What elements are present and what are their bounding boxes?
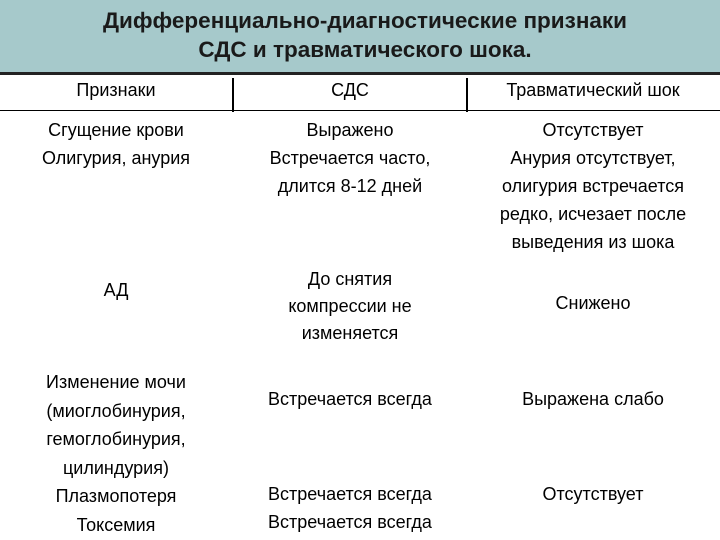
cell-line: АД — [103, 280, 129, 300]
cell-line: Встречается всегда — [268, 389, 432, 409]
cell-line: До снятия — [307, 269, 393, 289]
cell-line: Отсутствует — [542, 484, 644, 504]
cell-line: Изменение мочи — [46, 372, 186, 392]
cell-line: Сгущение крови — [48, 120, 184, 140]
slide-title-line: Дифференциально-диагностические признаки — [102, 8, 628, 33]
cell-line: Олигурия, анурия — [41, 148, 191, 168]
cell-line: выведения из шока — [511, 232, 675, 252]
table-cell — [0, 276, 232, 304]
table-cell — [468, 289, 718, 317]
cell-line: (миоглобинурия, — [46, 400, 186, 421]
slide-title-line: СДС и травматического шока. — [198, 37, 532, 62]
column-header-traumatic-shock: Травматический шок — [506, 80, 680, 100]
table-cell — [234, 385, 466, 413]
cell-line: Токсемия — [76, 514, 156, 535]
cell-line: Выражена слабо — [522, 389, 664, 409]
cell-line: Плазмопотеря — [55, 486, 177, 506]
column-header-signs: Признаки — [76, 80, 156, 100]
cell-line: Встречается часто, — [269, 148, 431, 168]
column-header-sds: СДС — [331, 80, 369, 100]
header-row-divider — [0, 110, 720, 111]
table-cell — [468, 480, 718, 508]
table-cell — [468, 385, 718, 413]
table-cell — [234, 480, 466, 536]
table-cell — [234, 116, 466, 200]
cell-line: длится 8-12 дней — [277, 176, 423, 196]
cell-line: изменяется — [301, 323, 399, 343]
slide-title — [20, 6, 710, 64]
cell-line: Встречается всегда — [268, 484, 432, 504]
cell-line: Выражено — [306, 120, 394, 140]
table-top-border — [0, 72, 720, 75]
cell-line: олигурия встречается — [502, 176, 684, 196]
cell-line: Анурия отсутствует, — [510, 148, 676, 168]
table-cell — [234, 266, 466, 347]
table-cell — [0, 116, 232, 172]
cell-line: редко, исчезает после — [499, 204, 687, 224]
cell-line: Встречается всегда — [268, 512, 432, 532]
cell-line: Отсутствует — [542, 120, 644, 140]
cell-line: компрессии не — [288, 296, 412, 316]
cell-line: Снижено — [555, 293, 631, 313]
cell-line: цилиндурия) — [63, 457, 169, 478]
table-cell — [0, 368, 232, 539]
cell-line: гемоглобинурия, — [46, 429, 186, 449]
table-cell — [468, 116, 718, 256]
